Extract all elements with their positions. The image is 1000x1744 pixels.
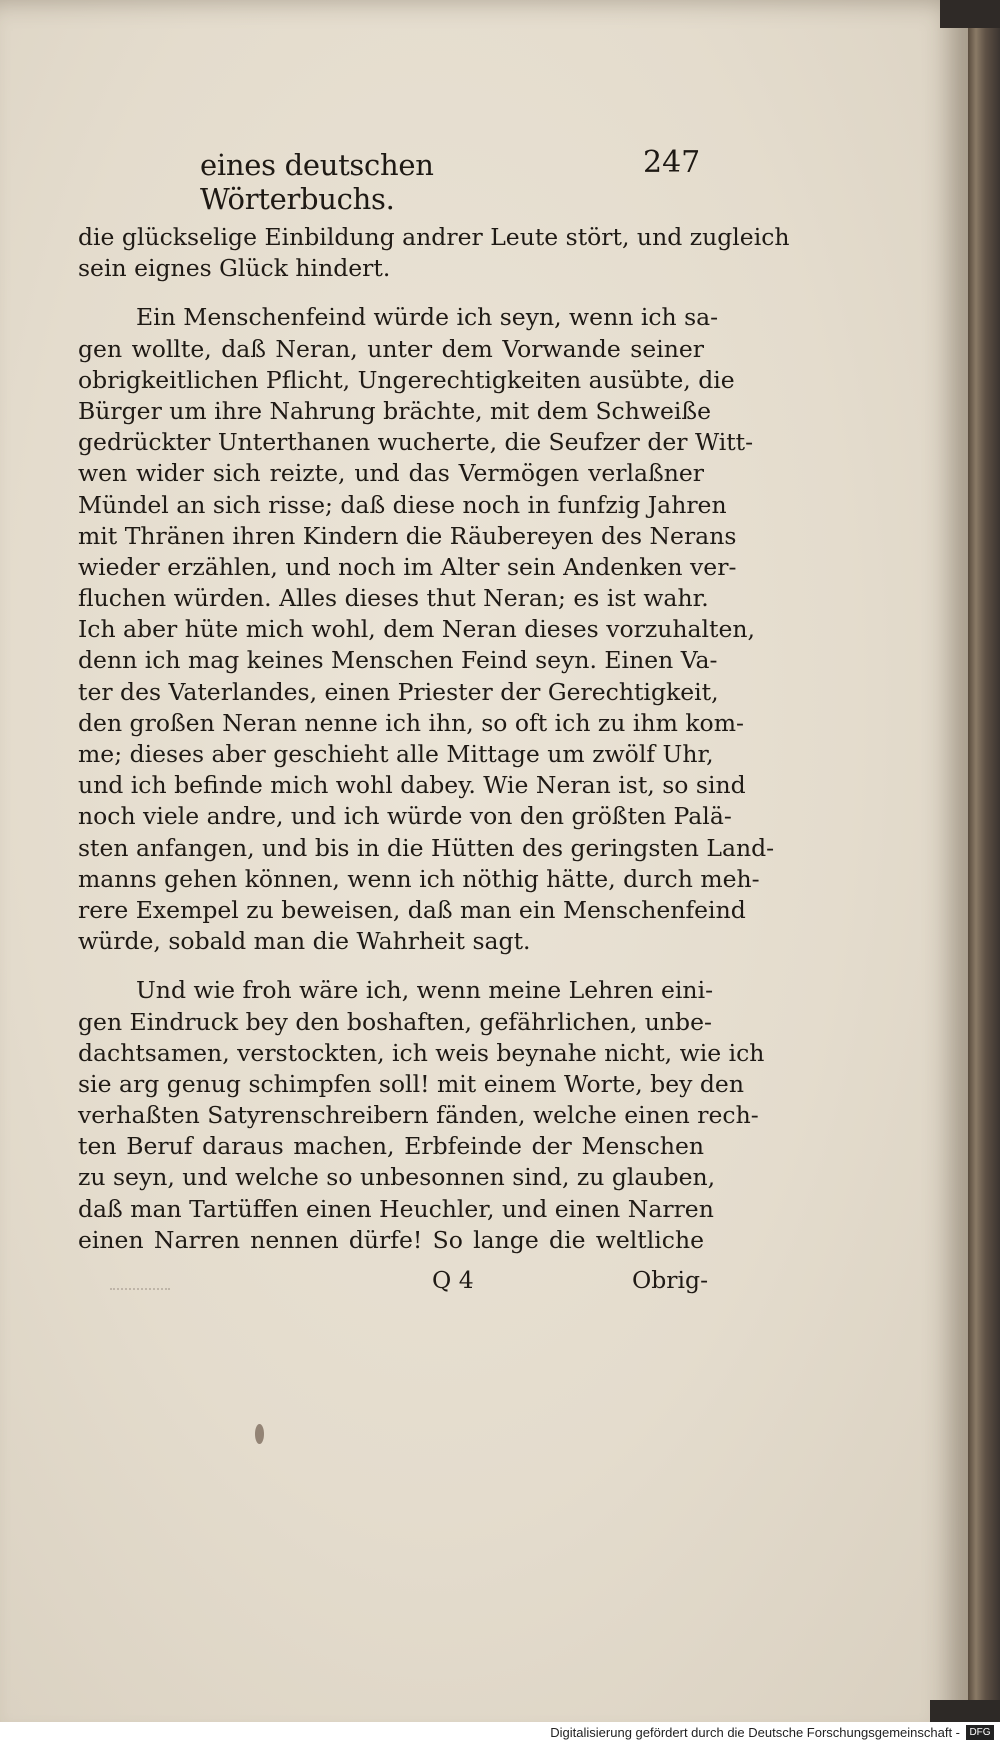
ink-stain: [255, 1424, 264, 1444]
faint-stamp-mark: [110, 1270, 170, 1290]
body-text: [78, 222, 790, 1256]
text-line: gen wollte, daß Neran, unter dem Vorwande seiner: [78, 334, 704, 363]
running-title: eines deutschen Wörterbuchs.: [200, 148, 434, 216]
text-line: einen Narren nennen dürfe! So lange die weltliche: [78, 1225, 704, 1254]
text-line: mit Thränen ihren Kindern die Räubereyen des Nerans: [78, 521, 737, 550]
text-line: wieder erzählen, und noch im Alter sein Andenken ver-: [78, 552, 737, 581]
text-line: sein eignes Glück hindert.: [78, 254, 391, 283]
text-line: dachtsamen, verstockten, ich weis beynahe nicht, wie ich: [78, 1038, 765, 1067]
text-line: fluchen würden. Alles dieses thut Neran; es ist wahr.: [78, 584, 709, 613]
text-line: manns gehen können, wenn ich nöthig hätte, durch meh-: [78, 864, 760, 893]
text-line: Ein Menschenfeind würde ich seyn, wenn ich sa-: [136, 303, 719, 332]
signature-mark: Q 4: [432, 1266, 474, 1294]
text-line: daß man Tartüffen einen Heuchler, und einen Narren: [78, 1194, 714, 1223]
text-line: Und wie froh wäre ich, wenn meine Lehren eini-: [136, 976, 714, 1005]
text-line: rere Exempel zu beweisen, daß man ein Menschenfeind: [78, 895, 746, 924]
dfg-logo-icon: DFG: [966, 1725, 994, 1740]
text-line: gedrückter Unterthanen wucherte, die Seufzer der Witt-: [78, 428, 754, 457]
text-line: gen Eindruck bey den boshaften, gefährlichen, unbe-: [78, 1007, 712, 1036]
text-line: Bürger um ihre Nahrung brächte, mit dem Schweiße: [78, 396, 711, 425]
book-edge: [968, 0, 1000, 1744]
text-line: würde, sobald man die Wahrheit sagt.: [78, 927, 531, 956]
text-line: wen wider sich reizte, und das Vermögen verlaßner: [78, 459, 704, 488]
text-line: me; dieses aber geschieht alle Mittage um zwölf Uhr,: [78, 740, 714, 768]
text-line: ten Beruf daraus machen, Erbfeinde der Menschen: [78, 1132, 704, 1161]
funding-credit: Digitalisierung gefördert durch die Deutsche Forschungsgemeinschaft -: [550, 1725, 960, 1740]
digitization-footer: [0, 1722, 1000, 1744]
catchword: Obrig-: [632, 1266, 709, 1294]
text-line: sten anfangen, und bis in die Hütten des geringsten Land-: [78, 833, 775, 862]
book-cover-corner-top: [940, 0, 1000, 28]
text-line: und ich befinde mich wohl dabey. Wie Neran ist, so sind: [78, 771, 746, 800]
text-line: Ich aber hüte mich wohl, dem Neran dieses vorzuhalten,: [78, 615, 756, 644]
text-line: obrigkeitlichen Pflicht, Ungerechtigkeiten ausübte, die: [78, 365, 735, 394]
text-line: verhaßten Satyrenschreibern fänden, welche einen rech-: [78, 1101, 759, 1130]
text-line: denn ich mag keines Menschen Feind seyn. Einen Va-: [78, 646, 718, 675]
text-line: sie arg genug schimpfen soll! mit einem Worte, bey den: [78, 1069, 744, 1098]
text-line: zu seyn, und welche so unbesonnen sind, zu glauben,: [78, 1163, 716, 1192]
text-line: die glückselige Einbildung andrer Leute stört, und zugleich: [78, 223, 790, 251]
text-line: ter des Vaterlandes, einen Priester der Gerechtigkeit,: [78, 677, 719, 706]
text-line: den großen Neran nenne ich ihn, so oft ich zu ihm kom-: [78, 708, 744, 737]
page-number: 247: [643, 145, 701, 180]
text-line: noch viele andre, und ich würde von den größten Palä-: [78, 802, 732, 831]
text-line: Mündel an sich risse; daß diese noch in funfzig Jahren: [78, 490, 727, 519]
